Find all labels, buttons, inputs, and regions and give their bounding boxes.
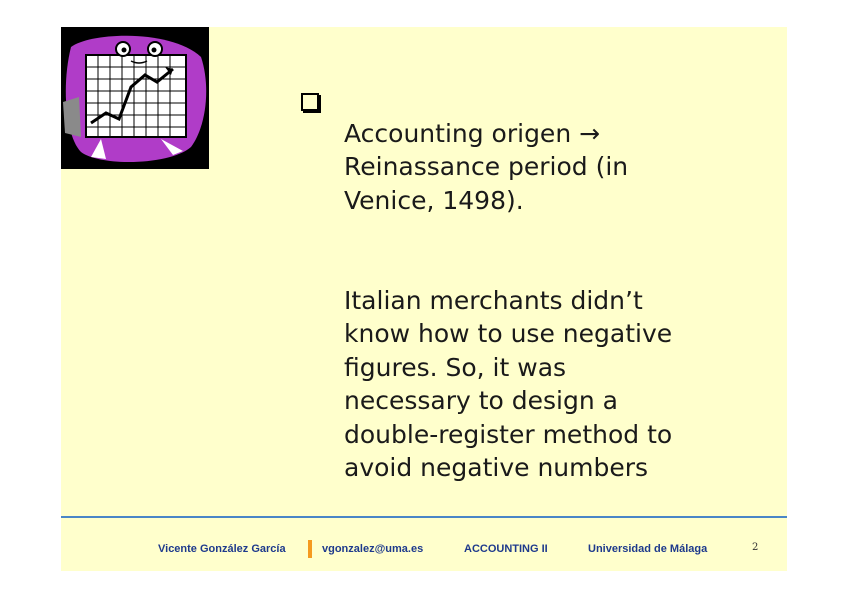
body-paragraph-1: Accounting origen → Reinassance period (in Venice, 1498). — [344, 118, 629, 215]
footer-course: ACCOUNTING II — [464, 543, 548, 555]
footer-university: Universidad de Málaga — [588, 543, 708, 555]
footer-email: vgonzalez@uma.es — [322, 543, 424, 555]
footer-separator — [308, 540, 312, 558]
slide-body — [344, 83, 764, 518]
footer-author: Vicente González García — [158, 543, 286, 555]
footer-divider — [61, 516, 787, 518]
body-paragraph-2: Italian merchants didn’t know how to use negative figures. So, it was necessary to design a double-register method to avoid negative numbers — [344, 285, 673, 482]
growth-chart-character-icon — [61, 27, 209, 169]
checkbox-bullet-icon — [301, 93, 319, 111]
page-number: 2 — [752, 542, 759, 553]
slide — [61, 27, 787, 571]
